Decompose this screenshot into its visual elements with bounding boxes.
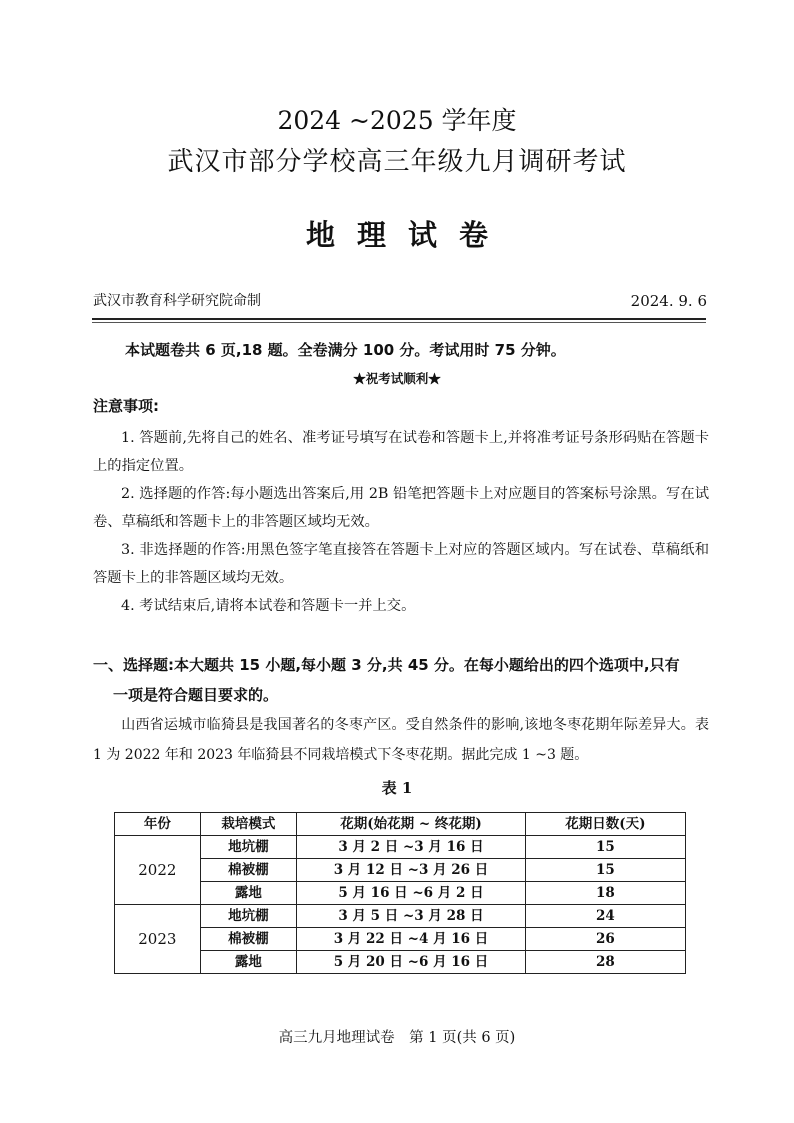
notice-item bbox=[93, 536, 709, 592]
header-divider-thin bbox=[92, 322, 706, 323]
notice-title: 注意事项: bbox=[93, 397, 159, 415]
days-cell: 15 bbox=[525, 859, 685, 882]
mode-cell: 露地 bbox=[200, 951, 296, 974]
table-row bbox=[115, 836, 686, 859]
page-footer: 高三九月地理试卷 第 1 页(共 6 页) bbox=[278, 1030, 516, 1046]
days-cell: 18 bbox=[525, 882, 685, 905]
subject-title: 地理试卷 bbox=[305, 218, 510, 252]
section-heading-line1: 一、选择题:本大题共 15 小题,每小题 3 分,共 45 分。在每小题给出的四个选项中,只有 bbox=[93, 656, 680, 674]
period-cell: 3 月 5 日 ~3 月 28 日 bbox=[297, 905, 526, 928]
mode-cell: 棉被棚 bbox=[200, 859, 296, 882]
table-caption: 表 1 bbox=[381, 779, 413, 797]
period-cell: 3 月 22 日 ~4 月 16 日 bbox=[297, 928, 526, 951]
question-context bbox=[93, 710, 709, 770]
exam-summary: 本试题卷共 6 页,18 题。全卷满分 100 分。考试用时 75 分钟。 bbox=[125, 341, 566, 359]
table-row bbox=[115, 928, 686, 951]
notice-item-text: 4. 考试结束后,请将本试卷和答题卡一并上交。 bbox=[121, 598, 416, 614]
days-cell: 28 bbox=[525, 951, 685, 974]
table-row bbox=[115, 882, 686, 905]
header-days: 花期日数(天) bbox=[525, 813, 685, 836]
notice-item-text: 3. 非选择题的作答:用黑色签字笔直接答在答题卡上对应的答题区域内。写在试卷、草稿纸和答题卡上的非答题区域均无效。 bbox=[93, 542, 709, 586]
section-heading-line2: 一项是符合题目要求的。 bbox=[113, 686, 279, 704]
academic-year: 2024 ~2025 学年度 bbox=[277, 106, 517, 135]
mode-cell: 地坑棚 bbox=[200, 905, 296, 928]
header-year: 年份 bbox=[115, 813, 201, 836]
mode-cell: 棉被棚 bbox=[200, 928, 296, 951]
notice-item-text: 2. 选择题的作答:每小题选出答案后,用 2B 铅笔把答题卡上对应题目的答案标号涂黑。写在试卷、草稿纸和答题卡上的非答题区域均无效。 bbox=[93, 486, 709, 530]
exam-date: 2024. 9. 6 bbox=[630, 292, 707, 310]
issuer: 武汉市教育科学研究院命制 bbox=[93, 293, 261, 309]
table-header-row bbox=[115, 813, 686, 836]
mode-cell: 地坑棚 bbox=[200, 836, 296, 859]
flowering-table bbox=[114, 812, 686, 974]
days-cell: 24 bbox=[525, 905, 685, 928]
notice-item bbox=[93, 480, 709, 536]
period-cell: 5 月 16 日 ~6 月 2 日 bbox=[297, 882, 526, 905]
notice-item bbox=[93, 424, 709, 480]
period-cell: 5 月 20 日 ~6 月 16 日 bbox=[297, 951, 526, 974]
header-divider-thick bbox=[92, 318, 706, 320]
days-cell: 26 bbox=[525, 928, 685, 951]
notice-item-text: 1. 答题前,先将自己的姓名、准考证号填写在试卷和答题卡上,并将准考证号条形码贴在答题卡上的指定位置。 bbox=[93, 430, 709, 474]
table-row bbox=[115, 951, 686, 974]
table-row bbox=[115, 859, 686, 882]
period-cell: 3 月 2 日 ~3 月 16 日 bbox=[297, 836, 526, 859]
days-cell: 15 bbox=[525, 836, 685, 859]
blessing: ★祝考试顺利★ bbox=[353, 371, 441, 386]
mode-cell: 露地 bbox=[200, 882, 296, 905]
exam-name: 武汉市部分学校高三年级九月调研考试 bbox=[167, 147, 627, 177]
table-row bbox=[115, 905, 686, 928]
period-cell: 3 月 12 日 ~3 月 26 日 bbox=[297, 859, 526, 882]
question-context-text: 山西省运城市临猗县是我国著名的冬枣产区。受自然条件的影响,该地冬枣花期年际差异大。表 1 为 2022 年和 2023 年临猗县不同栽培模式下冬枣花期。据此完成 1 ~3 题。 bbox=[93, 717, 709, 763]
header-period: 花期(始花期 ~ 终花期) bbox=[297, 813, 526, 836]
year-cell: 2023 bbox=[115, 905, 201, 974]
notice-item bbox=[93, 592, 709, 620]
header-mode: 栽培模式 bbox=[200, 813, 296, 836]
year-cell: 2022 bbox=[115, 836, 201, 905]
section-heading bbox=[93, 650, 709, 710]
